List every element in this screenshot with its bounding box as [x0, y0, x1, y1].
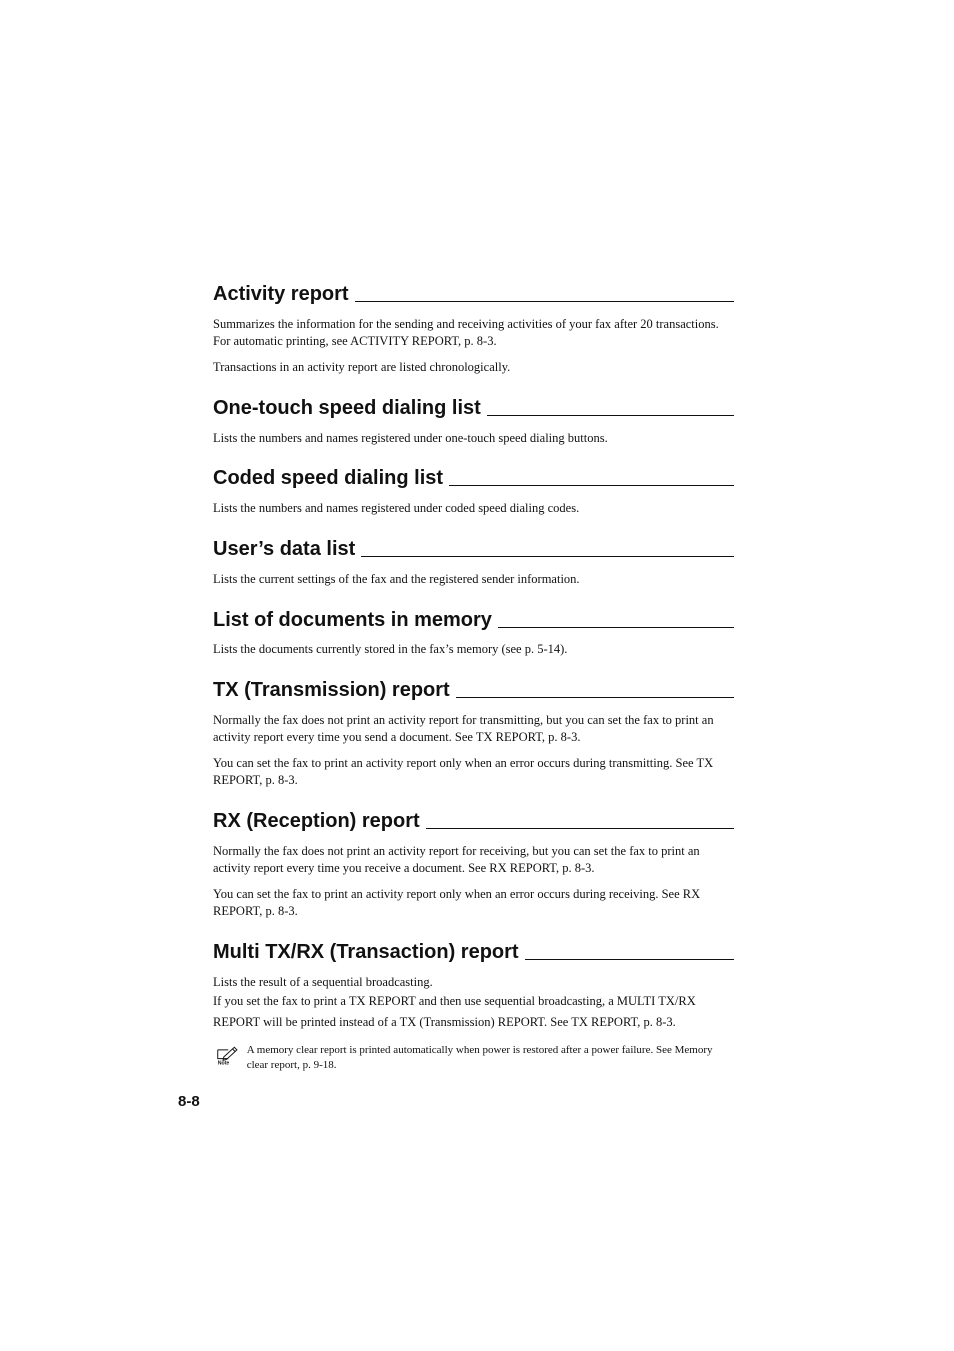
section-heading: RX (Reception) report — [213, 810, 420, 832]
section-tx-report — [213, 678, 734, 789]
note-icon-label: Note — [217, 1060, 230, 1067]
section-rx-report — [213, 809, 734, 920]
page-number: 8-8 — [178, 1093, 200, 1110]
paragraph: Lists the numbers and names registered under one-touch speed dialing buttons. — [213, 431, 608, 445]
paragraph: Transactions in an activity report are listed chronologically. — [213, 360, 511, 374]
section-heading: Multi TX/RX (Transaction) report — [213, 941, 519, 963]
heading-rule — [449, 485, 734, 486]
section-heading: Activity report — [213, 283, 349, 305]
note-box — [213, 1043, 734, 1073]
section-heading: TX (Transmission) report — [213, 679, 450, 701]
paragraph: Lists the numbers and names registered under coded speed dialing codes. — [213, 501, 580, 515]
paragraph: Normally the fax does not print an activity report for receiving, but you can set the fax to print an activity report every time you receive a document. See RX REPORT, p. 8-3. — [213, 844, 700, 875]
paragraph: Summarizes the information for the sending and receiving activities of your fax after 20 transactions. For automatic printing, see ACTIVITY REPORT, p. 8-3. — [213, 317, 719, 348]
heading-rule — [487, 415, 734, 416]
note-pencil-icon — [216, 1045, 239, 1067]
paragraph: Lists the current settings of the fax and the registered sender information. — [213, 572, 580, 586]
paragraph: You can set the fax to print an activity report only when an error occurs during transmitting. See TX REPORT, p. 8-3. — [213, 756, 714, 787]
section-one-touch-list — [213, 396, 734, 447]
heading-rule — [525, 959, 734, 960]
paragraph: Normally the fax does not print an activity report for transmitting, but you can set the fax to print an activity report every time you send a document. See TX REPORT, p. 8-3. — [213, 713, 714, 744]
section-documents-in-memory — [213, 608, 734, 658]
section-activity-report — [213, 282, 734, 376]
heading-rule — [355, 301, 734, 302]
heading-rule — [361, 556, 734, 557]
heading-rule — [456, 697, 734, 698]
section-heading: User’s data list — [213, 538, 356, 560]
paragraph: Lists the documents currently stored in the fax’s memory (see p. 5-14). — [213, 642, 568, 656]
note-text: A memory clear report is printed automatically when power is restored after a power failure. See Memory clear report, p. 9-18. — [246, 1044, 713, 1071]
heading-rule — [498, 627, 734, 628]
paragraph: You can set the fax to print an activity report only when an error occurs during receiving. See RX REPORT, p. 8-3. — [213, 887, 701, 918]
document-body — [213, 282, 734, 1073]
section-heading: Coded speed dialing list — [213, 467, 444, 489]
section-heading: List of documents in memory — [213, 609, 492, 631]
paragraph: Lists the result of a sequential broadcasting. — [213, 975, 433, 989]
section-coded-speed-list — [213, 466, 734, 517]
section-users-data-list — [213, 537, 734, 588]
section-heading: One-touch speed dialing list — [213, 397, 481, 419]
section-multi-txrx-report — [213, 940, 734, 1033]
paragraph: If you set the fax to print a TX REPORT and then use sequential broadcasting, a MULTI TX/RX REPORT will be printed instead of a TX (Transmission) REPORT. See TX REPORT, p. 8-3. — [213, 994, 696, 1029]
heading-rule — [426, 828, 734, 829]
